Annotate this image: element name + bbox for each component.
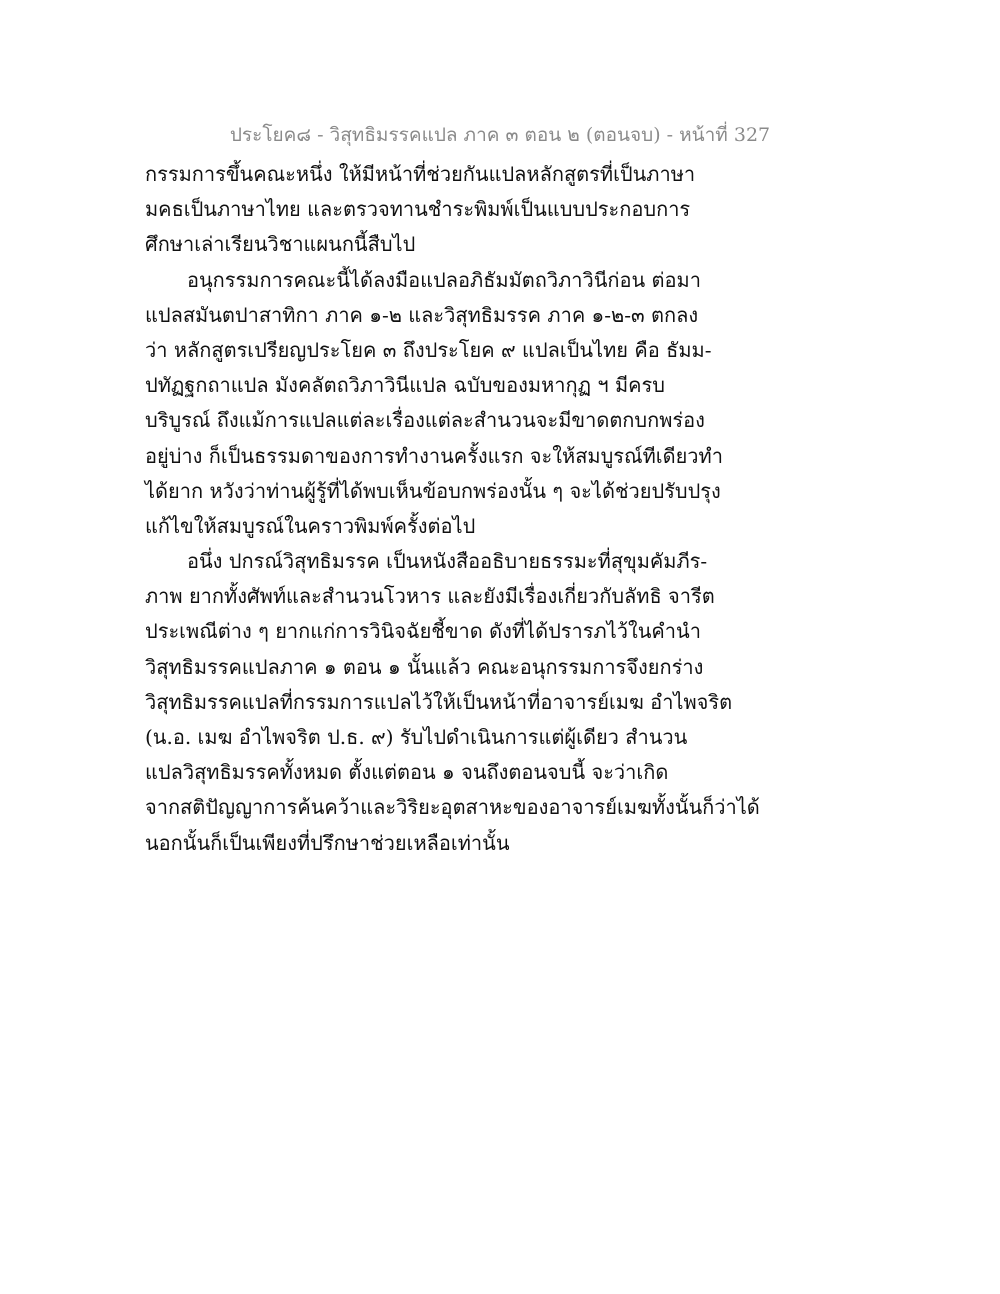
document-body: [145, 157, 760, 861]
text-line: ประเพณีต่าง ๆ ยากแก่การวินิจฉัยชี้ขาด ดังที่ได้ปรารภไว้ในคำนำ: [145, 619, 701, 644]
text-line: ภาพ ยากทั้งศัพท์และสำนวนโวหาร และยังมีเรื่องเกี่ยวกับลัทธิ จารีต: [145, 584, 715, 609]
text-line: ปทัฏฐกถาแปล มังคลัตถวิภาวินีแปล ฉบับของมหากุฏ ฯ มีครบ: [145, 373, 665, 398]
text-line: วิสุทธิมรรคแปลภาค ๑ ตอน ๑ นั้นแล้ว คณะอนุกรรมการจึงยกร่าง: [145, 654, 704, 679]
text-line: แปลสมันตปาสาทิกา ภาค ๑-๒ และวิสุทธิมรรค ภาค ๑-๒-๓ ตกลง: [145, 302, 699, 327]
paragraph-3: [145, 544, 760, 861]
text-line: ศึกษาเล่าเรียนวิชาแผนกนี้สืบไป: [145, 232, 416, 257]
paragraph-1: [145, 157, 725, 263]
text-line: แก้ไขให้สมบูรณ์ในคราวพิมพ์ครั้งต่อไป: [145, 513, 476, 538]
text-line: ว่า หลักสูตรเปรียญประโยค ๓ ถึงประโยค ๙ แปลเป็นไทย คือ ธัมม-: [145, 337, 712, 362]
text-line: กรรมการขึ้นคณะหนึ่ง ให้มีหน้าที่ช่วยกันแปลหลักสูตรที่เป็นภาษา: [145, 162, 696, 186]
text-line: อนึ่ง ปกรณ์วิสุทธิมรรค เป็นหนังสืออธิบายธรรมะที่สุขุมคัมภีร-: [187, 549, 708, 574]
text-line: วิสุทธิมรรคแปลที่กรรมการแปลไว้ให้เป็นหน้าที่อาจารย์เมฆ อำไพจริต: [145, 689, 733, 714]
text-line: มคธเป็นภาษาไทย และตรวจทานชำระพิมพ์เป็นแบบประกอบการ: [145, 197, 691, 222]
text-line: บริบูรณ์ ถึงแม้การแปลแต่ละเรื่องแต่ละสำนวนจะมีขาดตกบกพร่อง: [145, 408, 705, 433]
text-line: จากสติปัญญาการค้นคว้าและวิริยะอุตสาหะของอาจารย์เมฆทั้งนั้นก็ว่าได้: [145, 795, 760, 820]
text-line: แปลวิสุทธิมรรคทั้งหมด ตั้งแต่ตอน ๑ จนถึงตอนจบนี้ จะว่าเกิด: [145, 760, 669, 785]
text-line: ได้ยาก หวังว่าท่านผู้รู้ที่ได้พบเห็นข้อบกพร่องนั้น ๆ จะได้ช่วยปรับปรุง: [145, 478, 721, 503]
text-line: (น.อ. เมฆ อำไพจริต ป.ธ. ๙) รับไปดำเนินการแต่ผู้เดียว สำนวน: [145, 725, 688, 749]
text-line: อยู่บ่าง ก็เป็นธรรมดาของการทำงานครั้งแรก จะให้สมบูรณ์ทีเดียวทำ: [145, 443, 723, 468]
text-line: อนุกรรมการคณะนี้ได้ลงมือแปลอภิธัมมัตถวิภาวินีก่อน ต่อมา: [187, 267, 701, 292]
text-line: นอกนั้นก็เป็นเพียงที่ปรึกษาช่วยเหลือเท่านั้น: [145, 830, 510, 855]
page-header: ประโยค๘ - วิสุทธิมรรคแปล ภาค ๓ ตอน ๒ (ตอนจบ) - หน้าที่ 327: [229, 124, 771, 146]
paragraph-2: [145, 263, 725, 545]
